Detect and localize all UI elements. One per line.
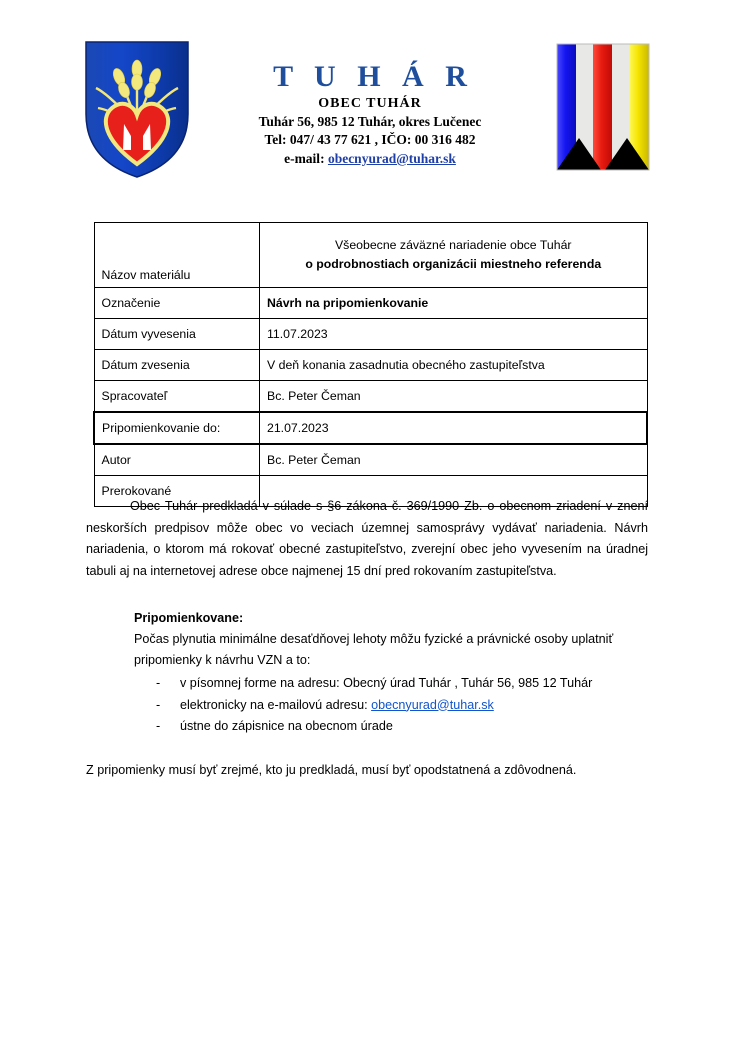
table-row	[94, 223, 647, 288]
table-row	[94, 444, 647, 476]
header-text-block	[210, 60, 530, 168]
dash-marker: -	[156, 697, 161, 712]
town-subtitle: OBEC TUHÁR	[318, 96, 422, 111]
list-item-text: ústne do zápisnice na obecnom úrade	[180, 719, 393, 733]
table-cell-label: Označenie	[94, 288, 260, 319]
closing-paragraph: Z pripomienky musí byť zrejmé, kto ju predkladá, musí byť opodstatnená a zdôvodnená.	[86, 762, 577, 777]
material-info-table	[93, 222, 648, 507]
table-cell-label: Spracovateľ	[94, 381, 260, 413]
table-cell-value: Bc. Peter Čeman	[260, 381, 648, 413]
town-contact: Tel: 047/ 43 77 621 , IČO: 00 316 482	[264, 132, 476, 147]
intro-paragraph: Obec Tuhár predkladá v súlade s §6 zákona č. 369/1990 Zb. o obecnom zriadení v znení neskorších predpisov môže obec vo veciach územnej samosprávy vydávať nariadenia. Návrh nariadenia, o ktorom má rokovať obecné zastupiteľstvo, zverejní obec jeho vyvesením na úradnej tabuli aj na internetovej adrese obce najmenej 15 dní pred rokovaním zastupiteľstva.	[86, 499, 648, 578]
comments-section	[134, 608, 648, 738]
table-cell-value: 11.07.2023	[260, 319, 648, 350]
email-label: e-mail:	[284, 151, 325, 166]
table-cell-value: 21.07.2023	[260, 412, 648, 444]
table-row	[94, 381, 647, 413]
table-row	[94, 319, 647, 350]
table-cell-value	[260, 223, 648, 288]
comment-methods-list	[134, 673, 648, 738]
table-row-highlighted	[94, 412, 647, 444]
table-cell-label: Prerokované	[94, 476, 260, 507]
document-body	[86, 496, 648, 781]
town-address: Tuhár 56, 985 12 Tuhár, okres Lučenec	[258, 114, 482, 129]
list-item	[134, 673, 648, 695]
flag-icon	[553, 38, 653, 178]
table-row	[94, 288, 647, 319]
table-cell-value: V deň konania zasadnutia obecného zastupiteľstva	[260, 350, 648, 381]
table-cell-label: Autor	[94, 444, 260, 476]
list-item-text: v písomnej forme na adresu: Obecný úrad Tuhár , Tuhár 56, 985 12 Tuhár	[180, 676, 593, 690]
town-title: T U H Á R	[273, 60, 474, 93]
table-row	[94, 350, 647, 381]
nariadenie-line-1: Všeobecne záväzné nariadenie obce Tuhár	[334, 238, 572, 252]
dash-marker: -	[156, 676, 161, 690]
coat-of-arms-icon	[78, 36, 196, 181]
table-cell-label: Pripomienkovanie do:	[94, 412, 260, 444]
document-header	[0, 0, 733, 200]
table-cell-label: Dátum zvesenia	[94, 350, 260, 381]
section-title: Pripomienkovane:	[134, 611, 244, 625]
list-item	[134, 695, 648, 717]
table-cell-value: Návrh na pripomienkovanie	[260, 288, 648, 319]
table-cell-value: Bc. Peter Čeman	[260, 444, 648, 476]
table-cell-label: Dátum vyvesenia	[94, 319, 260, 350]
list-item-text: elektronicky na e-mailovú adresu:	[180, 697, 372, 712]
table-body	[94, 223, 647, 507]
header-email-link[interactable]: obecnyurad@tuhar.sk	[327, 151, 456, 166]
body-email-link[interactable]: obecnyurad@tuhar.sk	[371, 697, 494, 712]
town-email-line	[210, 149, 530, 168]
table-cell-label: Názov materiálu	[94, 223, 260, 288]
nariadenie-line-2: o podrobnostiach organizácii miestneho referenda	[305, 257, 602, 271]
section-lead: Počas plynutia minimálne desaťdňovej lehoty môžu fyzické a právnické osoby uplatniť pripomienky k návrhu VZN a to:	[134, 632, 614, 667]
dash-marker: -	[156, 719, 161, 733]
list-item	[134, 716, 648, 738]
